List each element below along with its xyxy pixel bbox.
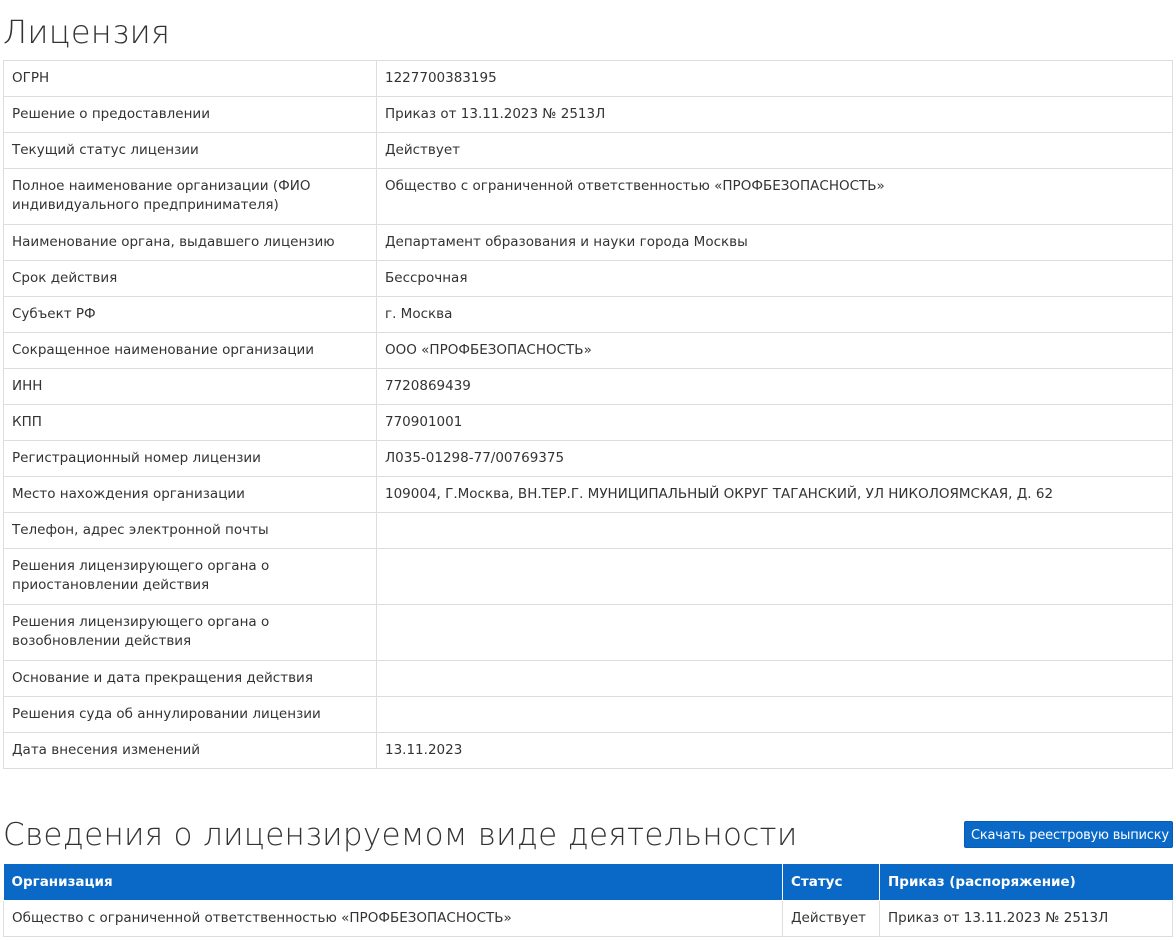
- row-label-court-annulment: Решения суда об аннулировании лицензии: [4, 697, 377, 733]
- row-value-issuing-authority: Департамент образования и науки города Москвы: [377, 225, 1173, 261]
- row-label-contacts: Телефон, адрес электронной почты: [4, 513, 377, 549]
- row-label-validity: Срок действия: [4, 261, 377, 297]
- row-label-status: Текущий статус лицензии: [4, 133, 377, 169]
- column-header-order[interactable]: Приказ (распоряжение): [880, 864, 1173, 900]
- row-label-suspension: Решения лицензирующего органа о приостановлении действия: [4, 549, 377, 605]
- row-value-decision: Приказ от 13.11.2023 № 2513Л: [377, 97, 1173, 133]
- row-value-court-annulment: [377, 697, 1173, 733]
- table-row: [4, 477, 1173, 513]
- row-value-inn: 7720869439: [377, 369, 1173, 405]
- row-label-ogrn: ОГРН: [4, 61, 377, 97]
- row-label-issuing-authority: Наименование органа, выдавшего лицензию: [4, 225, 377, 261]
- download-registry-extract-button[interactable]: Скачать реестровую выписку: [964, 821, 1173, 848]
- row-label-change-date: Дата внесения изменений: [4, 733, 377, 769]
- activity-title: Сведения о лицензируемом виде деятельности: [3, 817, 798, 853]
- row-value-ogrn: 1227700383195: [377, 61, 1173, 97]
- row-value-suspension: [377, 549, 1173, 605]
- row-value-full-name: Общество с ограниченной ответственностью «ПРОФБЕЗОПАСНОСТЬ»: [377, 169, 1173, 225]
- row-value-short-name: ООО «ПРОФБЕЗОПАСНОСТЬ»: [377, 333, 1173, 369]
- table-row: [4, 405, 1173, 441]
- table-row: [4, 369, 1173, 405]
- table-row: [4, 697, 1173, 733]
- row-label-kpp: КПП: [4, 405, 377, 441]
- table-row: [4, 261, 1173, 297]
- row-value-renewal: [377, 605, 1173, 661]
- table-row: [4, 441, 1173, 477]
- table-row: [4, 61, 1173, 97]
- cell-status: Действует: [783, 900, 880, 936]
- row-label-full-name: Полное наименование организации (ФИО индивидуального предпринимателя): [4, 169, 377, 225]
- row-value-contacts: [377, 513, 1173, 549]
- column-header-organization[interactable]: Организация: [4, 864, 783, 900]
- license-title: Лицензия: [3, 13, 171, 51]
- row-value-reg-number: Л035-01298-77/00769375: [377, 441, 1173, 477]
- license-details-table: [3, 60, 1173, 769]
- table-row: [4, 733, 1173, 769]
- row-value-kpp: 770901001: [377, 405, 1173, 441]
- row-value-status: Действует: [377, 133, 1173, 169]
- row-value-region: г. Москва: [377, 297, 1173, 333]
- table-row: [4, 661, 1173, 697]
- table-header-row: [4, 864, 1173, 900]
- row-label-termination: Основание и дата прекращения действия: [4, 661, 377, 697]
- table-row: [4, 97, 1173, 133]
- row-value-validity: Бессрочная: [377, 261, 1173, 297]
- row-label-decision: Решение о предоставлении: [4, 97, 377, 133]
- column-header-status[interactable]: Статус: [783, 864, 880, 900]
- row-label-inn: ИНН: [4, 369, 377, 405]
- cell-organization: Общество с ограниченной ответственностью «ПРОФБЕЗОПАСНОСТЬ»: [4, 900, 783, 936]
- row-value-termination: [377, 661, 1173, 697]
- row-label-address: Место нахождения организации: [4, 477, 377, 513]
- table-row: [4, 225, 1173, 261]
- cell-order: Приказ от 13.11.2023 № 2513Л: [880, 900, 1173, 936]
- table-row: [4, 333, 1173, 369]
- table-row: [4, 900, 1173, 936]
- table-row: [4, 549, 1173, 605]
- row-value-address: 109004, Г.Москва, ВН.ТЕР.Г. МУНИЦИПАЛЬНЫЙ ОКРУГ ТАГАНСКИЙ, УЛ НИКОЛОЯМСКАЯ, Д. 62: [377, 477, 1173, 513]
- row-label-renewal: Решения лицензирующего органа о возобновлении действия: [4, 605, 377, 661]
- row-label-reg-number: Регистрационный номер лицензии: [4, 441, 377, 477]
- row-label-region: Субъект РФ: [4, 297, 377, 333]
- table-row: [4, 605, 1173, 661]
- table-row: [4, 297, 1173, 333]
- table-row: [4, 513, 1173, 549]
- table-row: [4, 133, 1173, 169]
- table-row: [4, 169, 1173, 225]
- activity-table: [3, 864, 1173, 937]
- row-label-short-name: Сокращенное наименование организации: [4, 333, 377, 369]
- row-value-change-date: 13.11.2023: [377, 733, 1173, 769]
